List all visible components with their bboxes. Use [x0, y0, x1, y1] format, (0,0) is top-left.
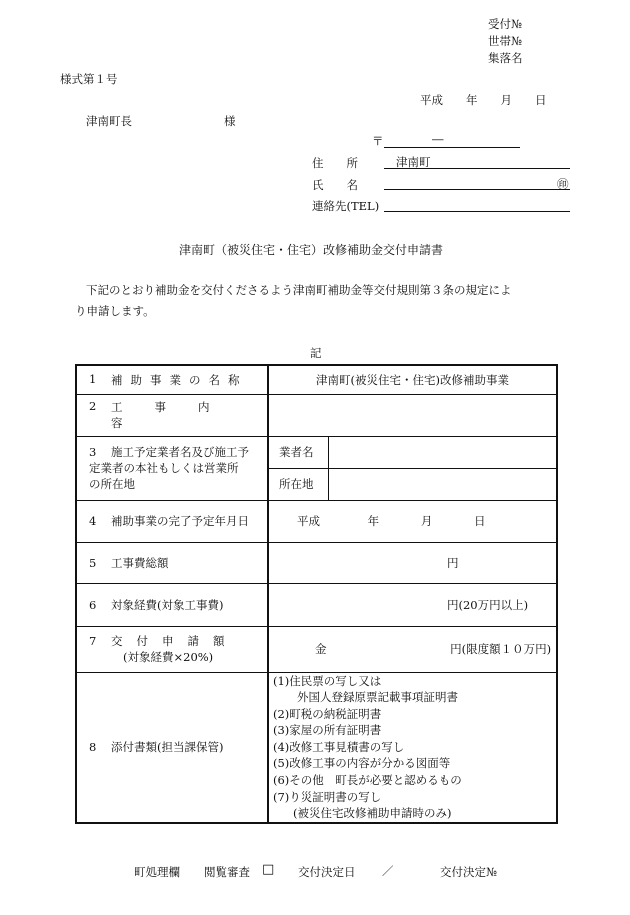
work-content-label-cell: 2 工事内容: [76, 394, 268, 436]
eligible-cost-value[interactable]: 円(20万円以上): [268, 583, 557, 626]
table-row: [76, 672, 557, 823]
document-title: 津南町（被災住宅・住宅）改修補助金交付申請書: [179, 243, 444, 257]
project-name-label-cell: 1 補助事業の名称: [76, 365, 268, 394]
total-cost-value[interactable]: 円: [268, 542, 557, 583]
postal-code-line: [384, 147, 520, 148]
form-number: 様式第１号: [60, 72, 118, 86]
completion-date-label-cell: 4 補助事業の完了予定年月日: [76, 500, 268, 542]
postal-mark: 〒: [372, 134, 384, 148]
table-row: [76, 500, 557, 542]
completion-date-label: 補助事業の完了予定年月日: [111, 514, 249, 528]
contractor-name-label: 業者名: [268, 436, 328, 468]
ki-label: 記: [310, 346, 322, 360]
table-row: [76, 394, 557, 436]
project-name-value: 津南町(被災住宅・住宅)改修補助事業: [268, 365, 557, 394]
address-line: [384, 168, 570, 169]
attachments-list: [268, 672, 557, 823]
work-content-value[interactable]: [268, 394, 557, 436]
completion-date-value[interactable]: 平成 年 月 日: [268, 500, 557, 542]
list-item: (被災住宅改修補助申請時のみ): [293, 806, 452, 821]
application-table: [75, 364, 558, 824]
eligible-cost-label-cell: 6 対象経費(対象工事費): [76, 583, 268, 626]
requested-amount-value[interactable]: 金 円(限度額１０万円): [268, 626, 557, 672]
name-label: 氏 名: [312, 178, 358, 192]
attachments-label-cell: 8 添付書類(担当課保管): [76, 672, 268, 823]
body-text-line2: り申請します。: [75, 304, 155, 318]
decision-number-label: 交付決定№: [440, 865, 497, 879]
receipt-no-label: 受付№: [488, 17, 522, 31]
table-row: [76, 583, 557, 626]
requested-amount-sublabel: (対象経費×20%): [123, 650, 214, 664]
project-name-label: 補助事業の名称: [111, 372, 248, 387]
contractor-name-value[interactable]: [328, 436, 557, 468]
table-row: [76, 542, 557, 583]
list-item: (5)改修工事の内容が分かる図面等: [273, 756, 451, 771]
office-use-label: 町処理欄: [134, 865, 180, 879]
contractor-label-cell: 3 施工予定業者名及び施工予 定業者の本社もしくは営業所 の所在地: [76, 436, 268, 500]
requested-amount-label-cell: 7 交付申請額 (対象経費×20%): [76, 626, 268, 672]
list-item: (6)その他 町長が必要と認めるもの: [273, 773, 462, 788]
contact-line: [384, 211, 570, 212]
attachments-label: 添付書類(担当課保管): [111, 740, 224, 755]
list-item: 外国人登録原票記載事項証明書: [297, 690, 458, 705]
name-line: [384, 189, 570, 190]
village-name-label: 集落名: [488, 51, 523, 65]
body-text-line1: 下記のとおり補助金を交付くださるよう津南町補助金等交付規則第３条の規定によ: [86, 283, 512, 297]
address-value: 津南町: [396, 155, 431, 169]
list-item: (2)町税の納税証明書: [273, 706, 382, 721]
addressee-honorific: 様: [224, 114, 236, 128]
household-no-label: 世帯№: [488, 34, 522, 48]
work-content-label: 工事内容: [111, 400, 242, 430]
review-checkbox[interactable]: □: [262, 862, 275, 877]
total-cost-label: 工事費総額: [111, 555, 169, 570]
address-label: 住 所: [312, 156, 358, 170]
application-date: 平成 年 月 日: [420, 93, 547, 107]
table-row: [76, 626, 557, 672]
addressee: 津南町長: [86, 114, 132, 128]
seal-mark: ㊞: [557, 177, 569, 191]
review-label: 閲覧審査: [204, 865, 250, 879]
decision-date-slash: ／: [382, 864, 394, 878]
contact-label: 連絡先(TEL): [312, 199, 380, 213]
postal-dash: ―: [432, 132, 444, 146]
table-row: [76, 436, 557, 468]
contractor-location-value[interactable]: [328, 468, 557, 500]
contractor-location-label: 所在地: [268, 468, 328, 500]
table-row: [76, 365, 557, 394]
total-cost-label-cell: 5 工事費総額: [76, 542, 268, 583]
decision-date-label: 交付決定日: [298, 865, 356, 879]
requested-amount-label: 交付申請額: [111, 634, 239, 648]
list-item: (7)り災証明書の写し: [273, 789, 382, 804]
eligible-cost-label: 対象経費(対象工事費): [111, 597, 224, 612]
list-item: (4)改修工事見積書の写し: [273, 739, 405, 754]
list-item: (3)家屋の所有証明書: [273, 723, 382, 738]
list-item: (1)住民票の写し又は: [273, 673, 382, 688]
